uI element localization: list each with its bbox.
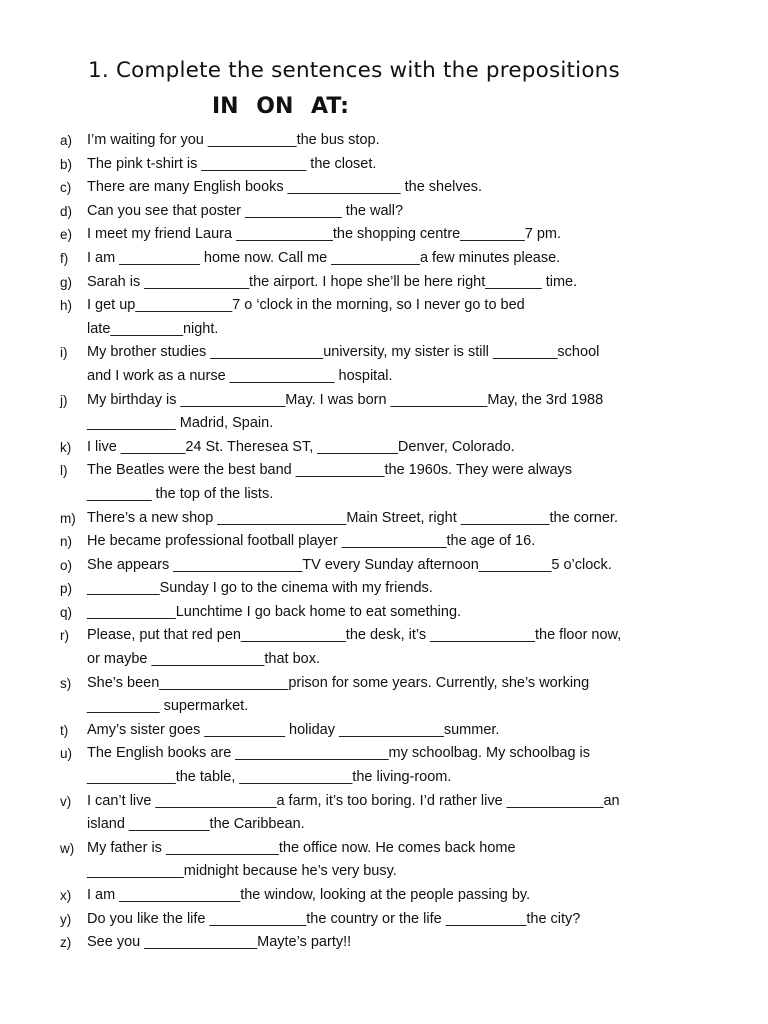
item-text bbox=[87, 129, 750, 153]
item-text bbox=[87, 176, 750, 200]
sentence-line: There’s a new shop ________________Main Street, right ___________the corner. bbox=[87, 509, 618, 526]
exercise-item bbox=[60, 719, 750, 743]
item-letter: i) bbox=[60, 345, 68, 361]
exercise-item bbox=[60, 790, 750, 837]
sentence-line: Amy’s sister goes __________ holiday _____________summer. bbox=[87, 721, 500, 738]
item-letter: m) bbox=[60, 510, 76, 526]
item-letter: h) bbox=[60, 298, 73, 314]
exercise-item bbox=[60, 129, 750, 153]
sentence-line: ____________midnight because he’s very busy. bbox=[87, 863, 397, 880]
item-text bbox=[87, 341, 750, 388]
sentence-line: I’m waiting for you ___________the bus stop. bbox=[87, 132, 380, 148]
exercise-item bbox=[60, 624, 750, 671]
item-text bbox=[87, 837, 750, 884]
item-letter: k) bbox=[60, 439, 72, 455]
sentence-line: Sarah is _____________the airport. I hope she’ll be here right_______ time. bbox=[87, 273, 578, 290]
sentence-line: I meet my friend Laura ____________the shopping centre________7 pm. bbox=[87, 226, 562, 243]
item-text bbox=[87, 624, 750, 671]
sentence-line: The Beatles were the best band ___________the 1960s. They were always bbox=[87, 462, 573, 479]
sentence-line: I live ________24 St. Theresea ST, __________Denver, Colorado. bbox=[87, 438, 515, 455]
item-letter: n) bbox=[60, 534, 73, 550]
item-text bbox=[87, 790, 750, 837]
sentence-line: Can you see that poster ____________ the wall? bbox=[87, 202, 404, 219]
item-letter: d) bbox=[60, 203, 73, 219]
item-text bbox=[87, 577, 750, 601]
item-letter: y) bbox=[60, 911, 72, 927]
item-text bbox=[87, 908, 750, 932]
sentence-line: Please, put that red pen_____________the desk, it’s _____________the floor now, bbox=[87, 627, 622, 644]
item-text bbox=[87, 247, 750, 271]
exercise-item bbox=[60, 530, 750, 554]
sentence-line: ___________ Madrid, Spain. bbox=[87, 415, 274, 432]
item-text bbox=[87, 200, 750, 224]
exercise-item bbox=[60, 601, 750, 625]
item-letter: l) bbox=[60, 463, 68, 479]
item-letter: s) bbox=[60, 675, 72, 691]
item-text bbox=[87, 153, 750, 177]
sentence-line: See you ______________Mayte’s party!! bbox=[87, 934, 352, 951]
item-letter: o) bbox=[60, 557, 73, 573]
exercise-item bbox=[60, 507, 750, 531]
exercise-item bbox=[60, 884, 750, 908]
item-letter: t) bbox=[60, 722, 69, 738]
exercise-item bbox=[60, 271, 750, 295]
sentence-line: _________ supermarket. bbox=[87, 698, 249, 715]
sentence-line: I am __________ home now. Call me ___________a few minutes please. bbox=[87, 249, 561, 266]
sentence-line: My birthday is _____________May. I was born ____________May, the 3rd 1988 bbox=[87, 391, 604, 408]
exercise-item bbox=[60, 672, 750, 719]
sentence-line: late_________night. bbox=[87, 320, 219, 337]
sentence-line: He became professional football player _____________the age of 16. bbox=[87, 533, 536, 550]
item-text bbox=[87, 884, 750, 908]
exercise-item bbox=[60, 247, 750, 271]
sentence-line: Do you like the life ____________the country or the life __________the city? bbox=[87, 910, 581, 927]
sentence-line: island __________the Caribbean. bbox=[87, 816, 305, 833]
sentence-line: The pink t-shirt is _____________ the closet. bbox=[87, 155, 377, 172]
sentence-line: ________ the top of the lists. bbox=[87, 485, 274, 502]
item-text bbox=[87, 294, 750, 341]
item-text bbox=[87, 672, 750, 719]
item-letter: e) bbox=[60, 227, 73, 243]
exercise-item bbox=[60, 577, 750, 601]
exercise-item bbox=[60, 554, 750, 578]
sentence-line: My brother studies ______________university, my sister is still ________school bbox=[87, 344, 600, 361]
exercise-item bbox=[60, 294, 750, 341]
item-letter: z) bbox=[60, 935, 72, 951]
item-text bbox=[87, 389, 750, 436]
item-text bbox=[87, 271, 750, 295]
exercise-item bbox=[60, 459, 750, 506]
sentence-line: ___________Lunchtime I go back home to eat something. bbox=[87, 603, 462, 620]
exercise-item bbox=[60, 176, 750, 200]
exercise-item bbox=[60, 153, 750, 177]
exercise-item bbox=[60, 436, 750, 460]
item-letter: q) bbox=[60, 604, 73, 620]
item-letter: c) bbox=[60, 180, 72, 196]
item-text bbox=[87, 742, 750, 789]
sentence-line: I can’t live _______________a farm, it’s too boring. I’d rather live ____________an bbox=[87, 792, 620, 809]
sentence-line: I get up____________7 o ‘clock in the morning, so I never go to bed bbox=[87, 297, 525, 314]
exercise-item bbox=[60, 223, 750, 247]
exercise-item bbox=[60, 742, 750, 789]
item-letter: f) bbox=[60, 250, 69, 266]
item-text bbox=[87, 223, 750, 247]
item-letter: r) bbox=[60, 628, 69, 644]
item-letter: u) bbox=[60, 746, 73, 762]
item-letter: w) bbox=[60, 840, 75, 856]
item-letter: v) bbox=[60, 793, 72, 809]
item-letter: b) bbox=[60, 156, 73, 172]
exercise-item bbox=[60, 931, 750, 955]
sentence-line: _________Sunday I go to the cinema with my friends. bbox=[87, 580, 433, 597]
sentence-line: There are many English books ______________ the shelves. bbox=[87, 179, 482, 196]
sentence-line: She appears ________________TV every Sunday afternoon_________5 o’clock. bbox=[87, 556, 612, 573]
item-letter: g) bbox=[60, 274, 73, 290]
item-text bbox=[87, 436, 750, 460]
sentence-line: My father is ______________the office now. He comes back home bbox=[87, 839, 516, 856]
prepositions-subtitle: IN ON AT: bbox=[212, 94, 349, 119]
exercise-list bbox=[60, 129, 750, 955]
exercise-item bbox=[60, 908, 750, 932]
sentence-line: The English books are ___________________my schoolbag. My schoolbag is bbox=[87, 745, 591, 762]
item-letter: p) bbox=[60, 581, 73, 597]
item-letter: x) bbox=[60, 888, 72, 903]
sentence-line: She’s been________________prison for some years. Currently, she’s working bbox=[87, 674, 590, 691]
exercise-item bbox=[60, 341, 750, 388]
sentence-line: ___________the table, ______________the living-room. bbox=[87, 769, 452, 786]
item-text bbox=[87, 459, 750, 506]
item-text bbox=[87, 554, 750, 578]
exercise-item bbox=[60, 837, 750, 884]
page-title: 1. Complete the sentences with the prepositions bbox=[88, 58, 620, 83]
item-text bbox=[87, 601, 750, 625]
item-text bbox=[87, 507, 750, 531]
sentence-line: and I work as a nurse _____________ hospital. bbox=[87, 367, 393, 384]
exercise-item bbox=[60, 200, 750, 224]
item-letter: j) bbox=[60, 392, 68, 408]
exercise-item bbox=[60, 389, 750, 436]
item-letter: a) bbox=[60, 133, 73, 148]
sentence-line: or maybe ______________that box. bbox=[87, 651, 320, 668]
item-text bbox=[87, 931, 750, 955]
sentence-line: I am _______________the window, looking at the people passing by. bbox=[87, 887, 531, 903]
item-text bbox=[87, 530, 750, 554]
item-text bbox=[87, 719, 750, 743]
